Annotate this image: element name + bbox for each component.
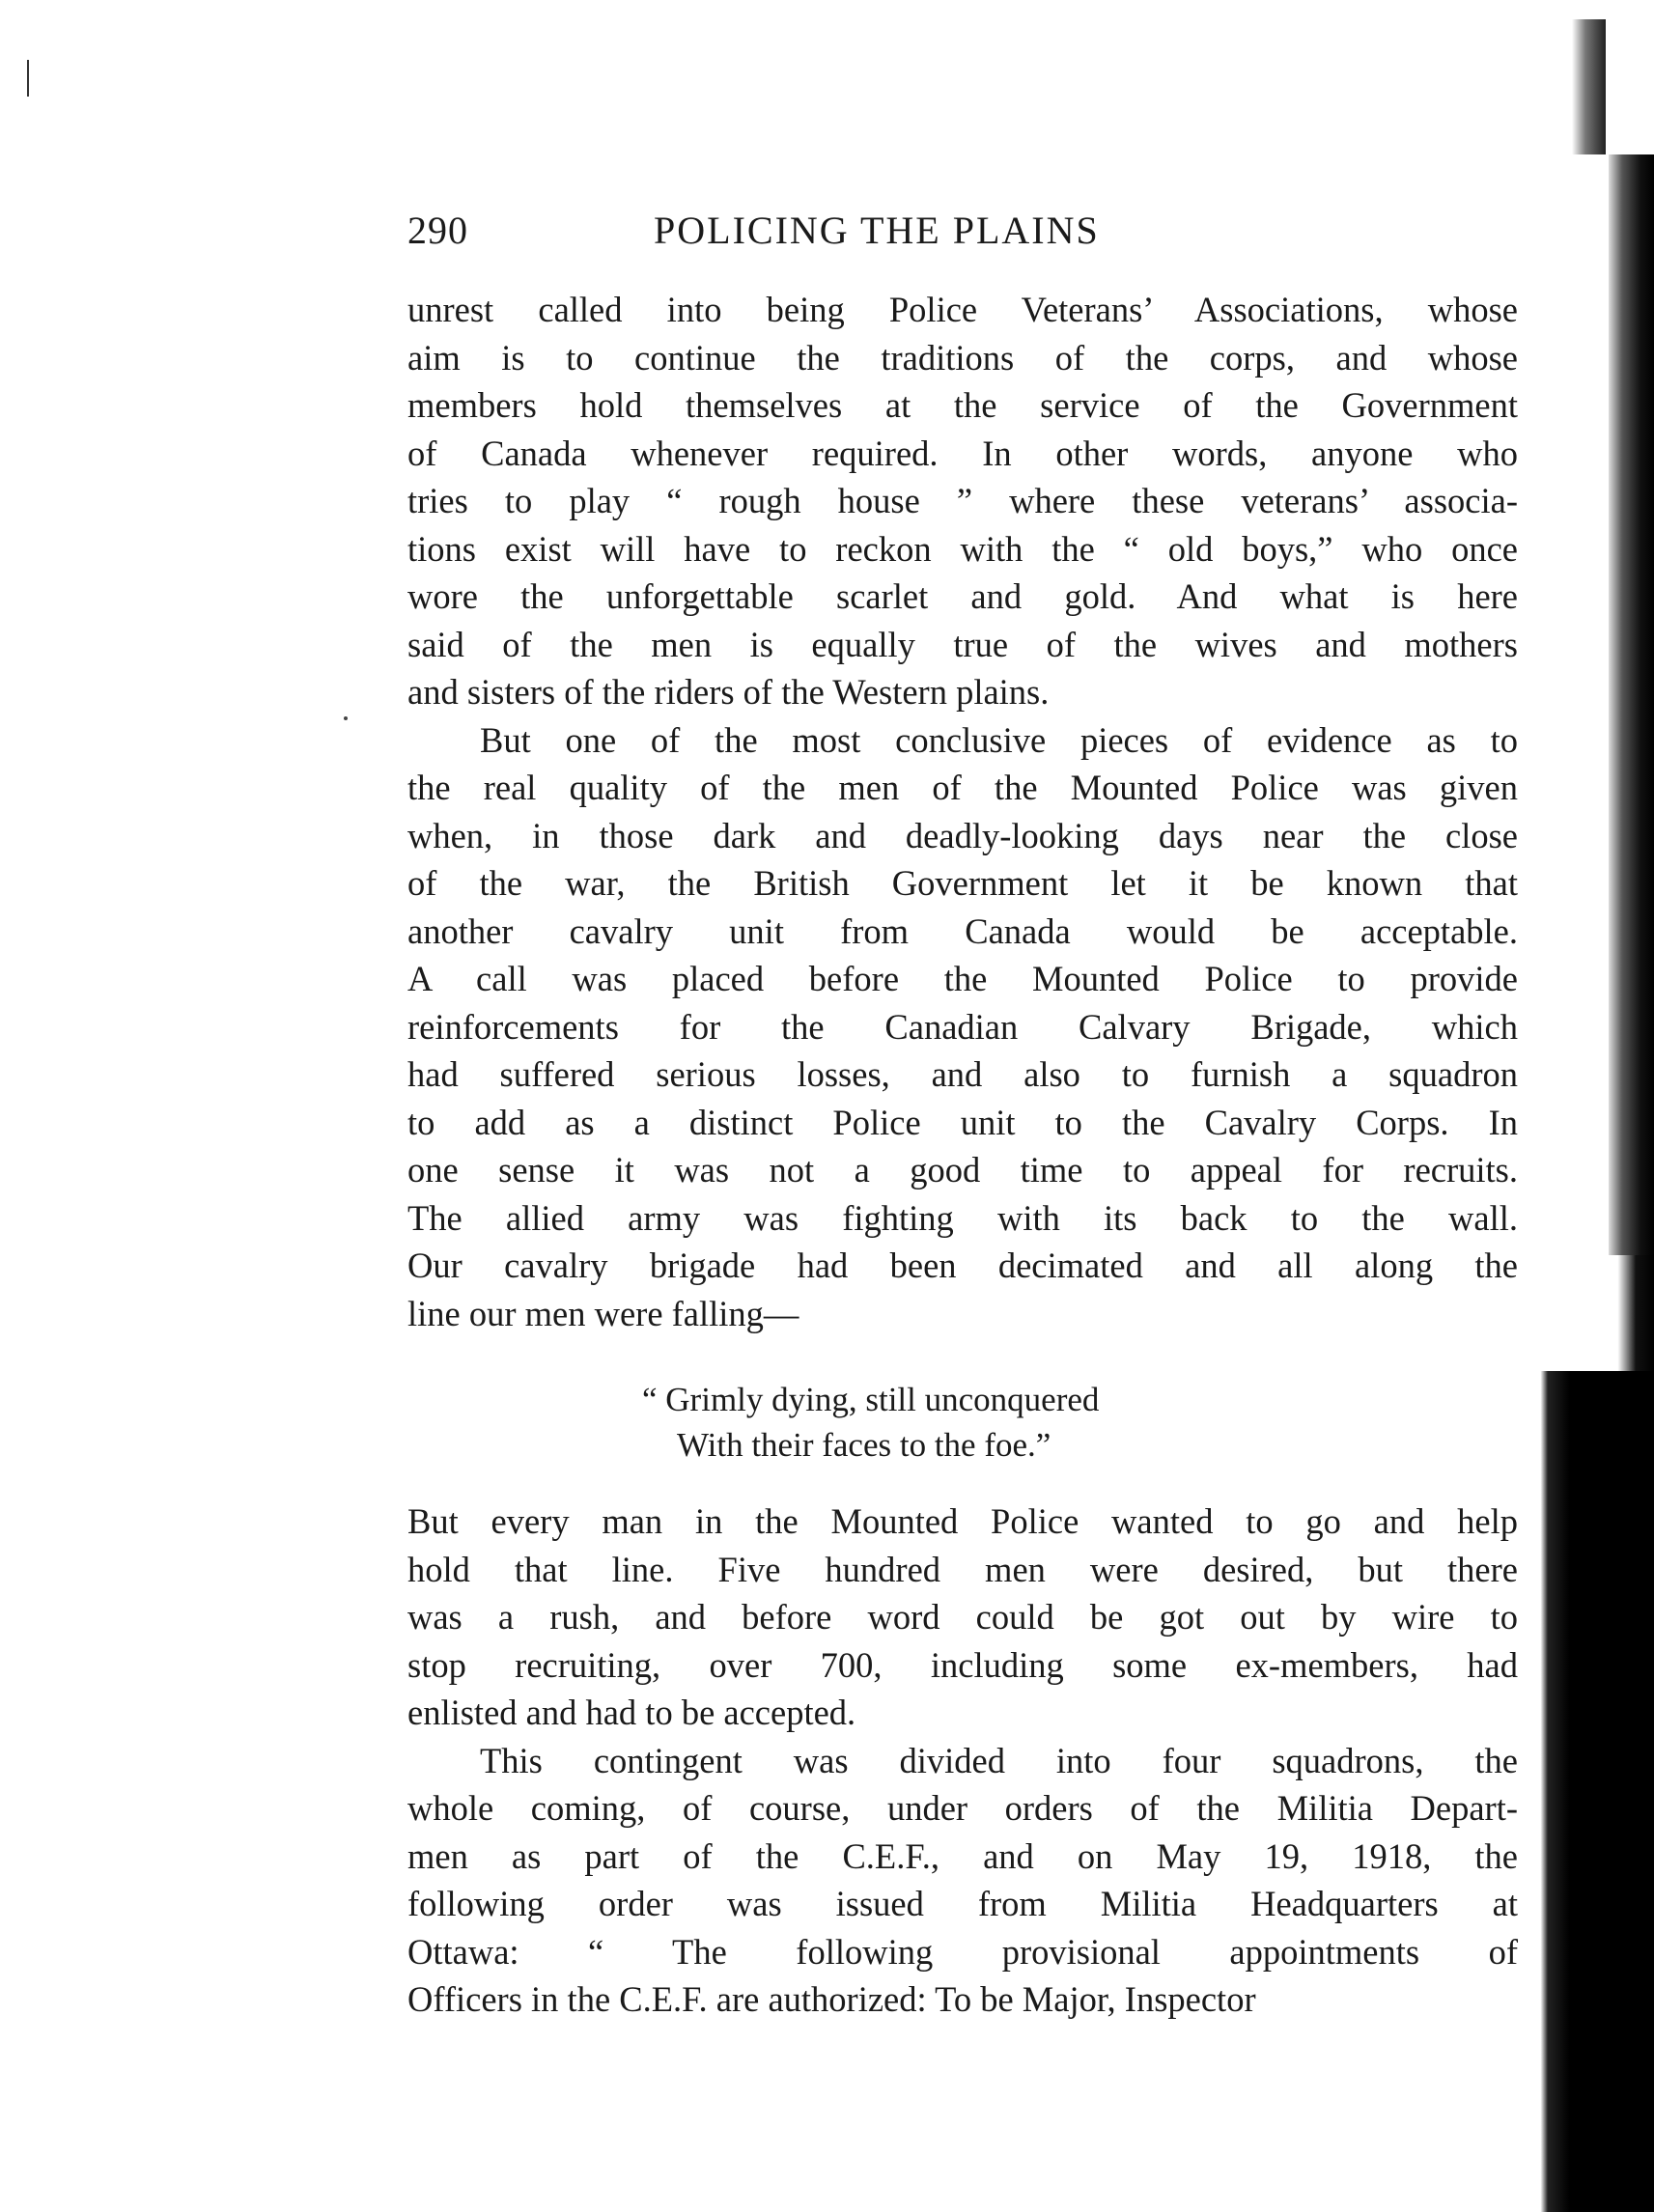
text-line: had suffered serious losses, and also to furnish a squadron [407,1054,1518,1094]
page-number: 290 [407,209,468,252]
text-line: unrest called into being Police Veterans’ Associations, whose [407,290,1518,329]
text-line: Our cavalry brigade had been decimated and all along the [407,1246,1518,1285]
text-line: tries to play “ rough house ” where these veterans’ associa- [407,481,1518,520]
text-line: of the war, the British Government let it be known that [407,863,1518,903]
text-line: one sense it was not a good time to appeal for recruits. [407,1150,1518,1190]
text-line: line our men were falling— [407,1293,799,1333]
text-line: The allied army was fighting with its back to the wall. [407,1197,1518,1238]
text-line: hold that line. Five hundred men were desired, but there [407,1549,1518,1589]
text-line: was a rush, and before word could be got out by wire to [407,1597,1518,1637]
text-line: said of the men is equally true of the wives and mothers [407,624,1518,664]
text-line: the real quality of the men of the Mounted Police was given [407,768,1518,807]
body-text-bottom [407,1498,1518,2024]
scan-speck [344,716,348,720]
paragraph [407,1737,1518,2024]
verse-quote [642,1377,1260,1468]
body-text-top [407,286,1518,1337]
page-edge-shadow [1533,0,1654,2212]
text-line: wore the unforgettable scarlet and gold. And what is here [407,576,1518,616]
text-line: following order was issued from Militia Headquarters at [407,1884,1518,1923]
text-line: and sisters of the riders of the Western plains. [407,672,1050,712]
paragraph [407,1498,1518,1737]
running-head [407,208,1518,266]
text-line: But every man in the Mounted Police wanted to go and help [407,1501,1518,1541]
text-line: to add as a distinct Police unit to the Cavalry Corps. In [407,1102,1518,1142]
text-line: reinforcements for the Canadian Calvary Brigade, which [407,1006,1518,1047]
text-line: whole coming, of course, under orders of the Militia Depart- [407,1788,1518,1828]
text-line: men as part of the C.E.F., and on May 19, 1918, the [407,1835,1518,1876]
text-line: when, in those dark and deadly-looking days near the close [407,815,1518,855]
scan-mark [27,60,29,97]
text-line: Ottawa: “ The following provisional appointments of [407,1931,1518,1972]
paragraph [407,286,1518,716]
text-line: A call was placed before the Mounted Police to provide [407,959,1518,998]
running-title: POLICING THE PLAINS [654,209,1100,252]
verse-line: With their faces to the foe.” [677,1426,1051,1464]
text-line: members hold themselves at the service of the Government [407,385,1518,425]
text-line: This contingent was divided into four squadrons, the [480,1740,1518,1780]
text-line: tions exist will have to reckon with the “ old boys,” who once [407,528,1518,569]
text-line: Officers in the C.E.F. are authorized: To be Major, Inspector [407,1979,1256,2019]
text-line: stop recruiting, over 700, including some ex-members, had [407,1644,1518,1685]
paragraph [407,716,1518,1338]
text-line: But one of the most conclusive pieces of evidence as to [480,719,1518,760]
text-line: of Canada whenever required. In other words, anyone who [407,433,1518,473]
text-line: enlisted and had to be accepted. [407,1693,856,1732]
text-line: another cavalry unit from Canada would be acceptable. [407,910,1518,951]
verse-line: “ Grimly dying, still unconquered [642,1381,1100,1418]
text-line: aim is to continue the traditions of the corps, and whose [407,337,1518,378]
